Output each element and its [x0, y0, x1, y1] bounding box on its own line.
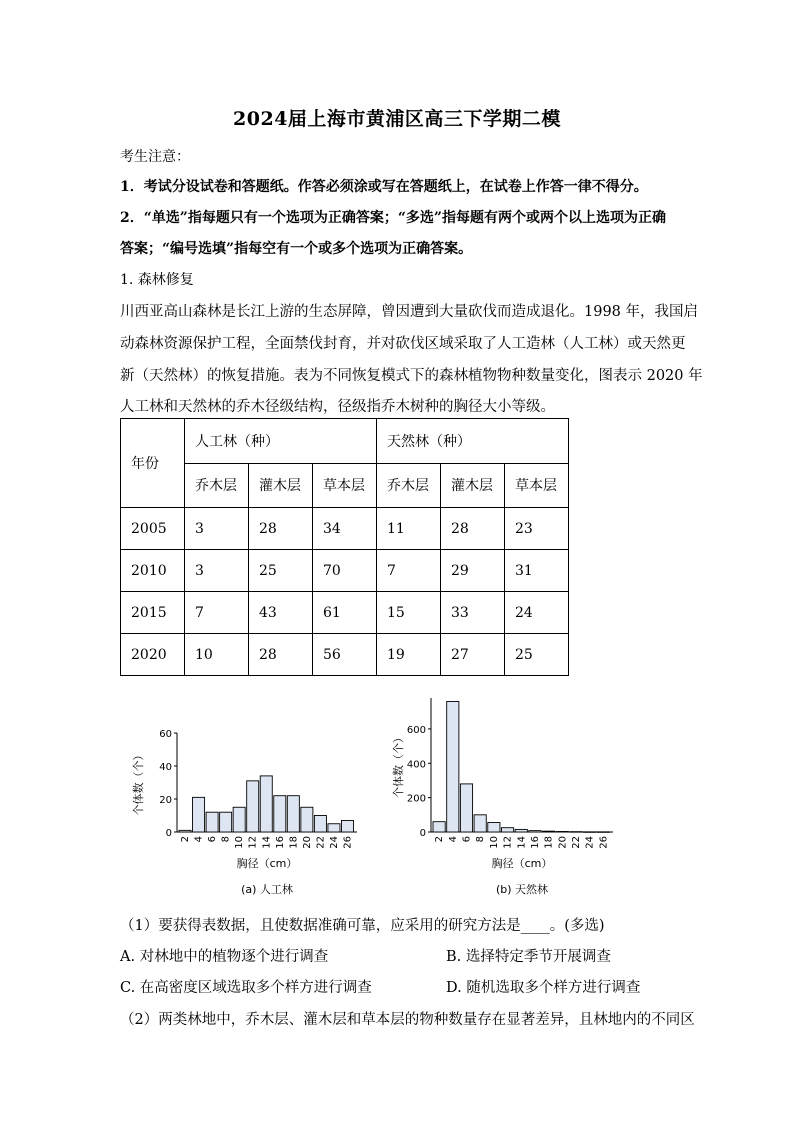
- cell: 29: [441, 550, 505, 592]
- x-tick-label: 14: [261, 836, 273, 849]
- chart-plantation: [120, 690, 380, 904]
- cell: 7: [185, 592, 249, 634]
- question-paragraph-line: 动森林资源保护工程，全面禁伐封育，并对砍伐区域采取了人工造林（人工林）或天然更: [120, 336, 686, 352]
- bar: [474, 815, 486, 832]
- cell: 19: [377, 634, 441, 676]
- y-tick-label: 60: [159, 729, 172, 740]
- option-c: C. 在高密度区域选取多个样方进行调查: [120, 980, 372, 996]
- cell: 7: [377, 550, 441, 592]
- cell: 28: [441, 508, 505, 550]
- bar: [206, 812, 218, 832]
- cell: 24: [505, 592, 569, 634]
- option-a: A. 对林地中的植物逐个进行调查: [120, 949, 329, 965]
- y-tick-label: 400: [406, 759, 426, 771]
- cell: 27: [441, 634, 505, 676]
- bar: [274, 796, 286, 832]
- bar: [447, 701, 459, 832]
- table-row: [121, 550, 569, 592]
- x-tick-label: 4: [447, 836, 459, 843]
- cell: 2015: [121, 592, 185, 634]
- bar: [179, 830, 191, 832]
- bar: [570, 832, 582, 833]
- x-axis-label: 胸径（cm）: [491, 857, 553, 870]
- x-tick-label: 8: [475, 836, 487, 843]
- x-tick-label: 26: [598, 836, 610, 849]
- cell: 31: [505, 550, 569, 592]
- cell: 15: [377, 592, 441, 634]
- x-tick-label: 6: [207, 836, 219, 843]
- x-tick-label: 14: [516, 836, 528, 849]
- y-tick-label: 0: [419, 828, 426, 839]
- y-tick-label: 600: [406, 724, 426, 736]
- sub-header: 草本层: [505, 463, 569, 508]
- bar: [501, 828, 513, 832]
- notice-item-2-cont: 答案；“编号选填”指每空有一个或多个选项为正确答案。: [120, 241, 473, 257]
- bar: [287, 796, 299, 832]
- cell: 11: [377, 508, 441, 550]
- bar: [314, 816, 326, 833]
- cell: 3: [185, 550, 249, 592]
- question-paragraph-line: 川西亚高山森林是长江上游的生态屏障，曾因遭到大量砍伐而造成退化。1998 年，我国启: [120, 304, 699, 320]
- notice-item-1: 1．考试分设试卷和答题纸。作答必须涂或写在答题纸上，在试卷上作答一律不得分。: [120, 179, 648, 195]
- y-tick-label: 200: [406, 793, 426, 805]
- x-tick-label: 12: [247, 836, 259, 849]
- x-tick-label: 12: [502, 836, 514, 849]
- x-tick-label: 4: [193, 836, 205, 843]
- option-b: B. 选择特定季节开展调查: [446, 949, 611, 965]
- bar: [597, 832, 609, 833]
- cell: 34: [313, 508, 377, 550]
- y-tick-label: 20: [159, 795, 172, 806]
- x-tick-label: 24: [584, 836, 596, 849]
- bar: [433, 822, 445, 832]
- cell: 25: [249, 550, 313, 592]
- bar: [220, 812, 232, 832]
- x-tick-label: 20: [301, 836, 313, 849]
- sub-question-2: （2）两类林地中，乔木层、灌木层和草本层的物种数量存在显著差异，且林地内的不同区: [120, 1012, 695, 1028]
- cell: 2020: [121, 634, 185, 676]
- species-table: [120, 418, 569, 676]
- sub-header: 草本层: [313, 463, 377, 508]
- sub-header: 乔木层: [185, 463, 249, 508]
- x-tick-label: 10: [234, 836, 246, 849]
- x-tick-label: 18: [288, 836, 300, 849]
- cell: 25: [505, 634, 569, 676]
- bar: [529, 831, 541, 832]
- question-paragraph-line: 人工林和天然林的乔木径级结构，径级指乔木树种的胸径大小等级。: [120, 399, 555, 415]
- y-tick-label: 40: [159, 762, 172, 773]
- bar: [556, 831, 568, 832]
- table-row: [121, 634, 569, 676]
- group-header-plantation: 人工林（种）: [185, 419, 377, 464]
- cell: 2005: [121, 508, 185, 550]
- cell: 56: [313, 634, 377, 676]
- bar: [328, 824, 340, 832]
- chart-plantation-svg: [120, 690, 380, 900]
- bar: [543, 831, 555, 832]
- x-tick-label: 6: [461, 836, 473, 843]
- x-tick-label: 16: [274, 836, 286, 849]
- x-tick-label: 2: [180, 836, 192, 843]
- chart-natural: [380, 690, 640, 904]
- bar: [193, 797, 205, 832]
- x-tick-label: 26: [342, 836, 354, 849]
- question-title: 1. 森林修复: [120, 272, 194, 288]
- y-axis-label: 个体数（个）: [132, 749, 145, 816]
- bar: [488, 823, 500, 832]
- cell: 28: [249, 508, 313, 550]
- x-tick-label: 20: [557, 836, 569, 849]
- table-row: [121, 592, 569, 634]
- x-tick-label: 18: [543, 836, 555, 849]
- sub-question-1: （1）要获得表数据，且使数据准确可靠，应采用的研究方法是____。(多选): [120, 918, 605, 934]
- table-row: [121, 508, 569, 550]
- cell: 70: [313, 550, 377, 592]
- notice-item-2: 2．“单选”指每题只有一个选项为正确答案；“多选”指每题有两个或两个以上选项为正确: [120, 210, 666, 226]
- bar: [301, 807, 313, 832]
- y-tick-label: 0: [165, 828, 172, 839]
- chart-natural-svg: [380, 690, 640, 900]
- cell: 33: [441, 592, 505, 634]
- bar: [247, 781, 259, 832]
- x-tick-label: 24: [328, 836, 340, 849]
- sub-header: 灌木层: [441, 463, 505, 508]
- x-tick-label: 16: [529, 836, 541, 849]
- chart-caption: (a) 人工林: [241, 883, 293, 896]
- sub-header: 灌木层: [249, 463, 313, 508]
- cell: 28: [249, 634, 313, 676]
- sub-header: 乔木层: [377, 463, 441, 508]
- year-header: 年份: [121, 419, 185, 508]
- x-tick-label: 8: [220, 836, 232, 843]
- bar: [515, 829, 527, 832]
- x-tick-label: 10: [488, 836, 500, 849]
- chart-caption: (b) 天然林: [495, 883, 549, 896]
- cell: 43: [249, 592, 313, 634]
- x-tick-label: 22: [571, 836, 583, 849]
- cell: 10: [185, 634, 249, 676]
- cell: 3: [185, 508, 249, 550]
- bar: [233, 807, 245, 832]
- notice-heading: 考生注意：: [120, 149, 190, 165]
- cell: 2010: [121, 550, 185, 592]
- x-tick-label: 2: [434, 836, 446, 843]
- bar: [460, 784, 472, 832]
- x-axis-label: 胸径（cm）: [236, 857, 298, 870]
- bar: [260, 776, 272, 832]
- bar: [341, 820, 353, 832]
- bar: [584, 832, 596, 833]
- x-tick-label: 22: [315, 836, 327, 849]
- question-paragraph-line: 新（天然林）的恢复措施。表为不同恢复模式下的森林植物物种数量变化，图表示 2020 年: [120, 368, 703, 384]
- cell: 23: [505, 508, 569, 550]
- y-axis-label: 个体数（个）: [392, 732, 405, 798]
- group-header-natural: 天然林（种）: [377, 419, 569, 464]
- option-d: D. 随机选取多个样方进行调查: [446, 980, 641, 996]
- page-title: 2024届上海市黄浦区高三下学期二模: [233, 108, 561, 130]
- cell: 61: [313, 592, 377, 634]
